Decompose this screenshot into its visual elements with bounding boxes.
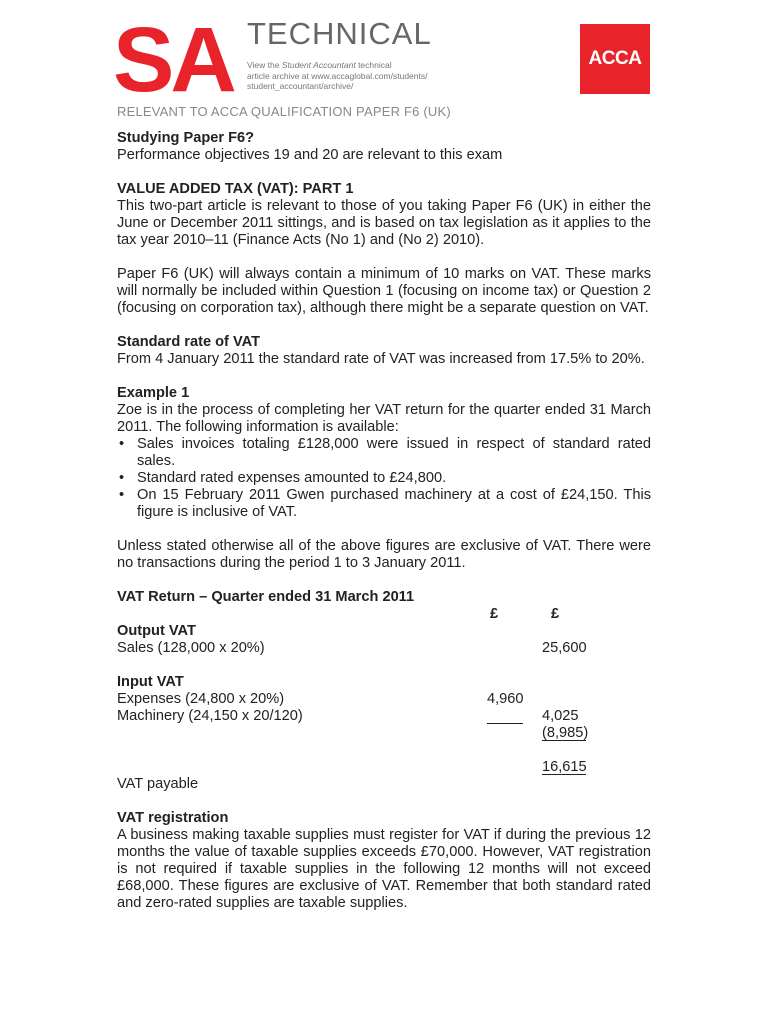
sales-row [117,640,651,657]
technical-heading: TECHNICAL [247,16,432,51]
example-text: Zoe is in the process of completing her VAT return for the quarter ended 31 March 2011. The following information is available: [117,402,651,435]
acca-logo: ACCA [580,24,650,94]
page-header [0,0,768,130]
example-bullet-list [117,436,651,521]
vat-payable-label: VAT payable [117,776,199,792]
list-item: • Sales invoices totaling £128,000 were issued in respect of standard rated sales. [117,436,651,470]
expenses-value: 4,960 [487,691,524,707]
archive-line1-em: Student Accountant [281,60,356,70]
output-vat-heading: Output VAT [117,623,196,639]
input-total-row [117,725,651,742]
article-body [117,130,651,912]
intro-text: Performance objectives 19 and 20 are relevant to this exam [117,147,503,163]
sales-value: 25,600 [542,640,587,656]
machinery-label: Machinery (24,150 x 20/120) [117,708,303,724]
expenses-row [117,691,651,708]
example-note: Unless stated otherwise all of the above figures are exclusive of VAT. There were no transactions during the period 1 to 3 January 2011. [117,538,651,571]
list-item: • Standard rated expenses amounted to £24,800. [117,470,651,487]
expenses-label: Expenses (24,800 x 20%) [117,691,285,707]
registration-heading: VAT registration [117,810,229,826]
input-vat-row [117,674,651,691]
list-item: • On 15 February 2011 Gwen purchased machinery at a cost of £24,150. This figure is inclusive of VAT. [117,487,651,521]
input-total-value: (8,985) [542,725,589,741]
column-header-1: £ [490,606,499,622]
relevant-banner: RELEVANT TO ACCA QUALIFICATION PAPER F6 (UK) [117,104,451,119]
column-2-underline [542,740,586,741]
vat-payable-row [117,776,651,793]
archive-note [247,60,467,92]
archive-line1-post: technical [355,60,392,70]
vat-return-header-row [117,606,651,623]
example-heading: Example 1 [117,385,190,401]
net-total-row [117,759,651,776]
registration-text: A business making taxable supplies must register for VAT if during the previous 12 months the value of taxable supplies exceeds £70,000. However, VAT registration is not required if taxable supplies in the following 12 months will not exceed £68,000. These figures are exclusive of VAT. Remember that both standard rated and zero-rated supplies are taxable supplies. [117,827,651,911]
vat-title: VALUE ADDED TAX (VAT): PART 1 [117,181,354,197]
total-underline [542,774,586,775]
machinery-value: 4,025 [542,708,579,724]
intro-heading: Studying Paper F6? [117,130,255,146]
column-1-underline [487,723,523,724]
vat-return-title: VAT Return – Quarter ended 31 March 2011 [117,589,415,605]
paragraph-2: Paper F6 (UK) will always contain a minimum of 10 marks on VAT. These marks will normally be included within Question 1 (focusing on income tax) or Question 2 (focusing on corporation tax), although there might be a separate question on VAT. [117,266,651,316]
column-header-2: £ [551,606,560,622]
archive-line1-pre: View the [247,60,282,70]
net-total-value: 16,615 [542,759,587,775]
sales-label: Sales (128,000 x 20%) [117,640,265,656]
archive-line3: student_accountant/archive/ [247,81,354,91]
standard-rate-text: From 4 January 2011 the standard rate of VAT was increased from 17.5% to 20%. [117,351,645,367]
archive-line2: article archive at www.accaglobal.com/students/ [247,70,428,81]
output-vat-row [117,623,651,640]
standard-rate-heading: Standard rate of VAT [117,334,260,350]
sa-logo: SA [113,9,233,111]
machinery-row [117,708,651,725]
paragraph-1: This two-part article is relevant to those of you taking Paper F6 (UK) in either the June or December 2011 sittings, and is based on tax legislation as it applies to the tax year 2010–11 (Finance Acts (No 1) and (No 2) 2010). [117,198,651,248]
input-vat-heading: Input VAT [117,674,184,690]
